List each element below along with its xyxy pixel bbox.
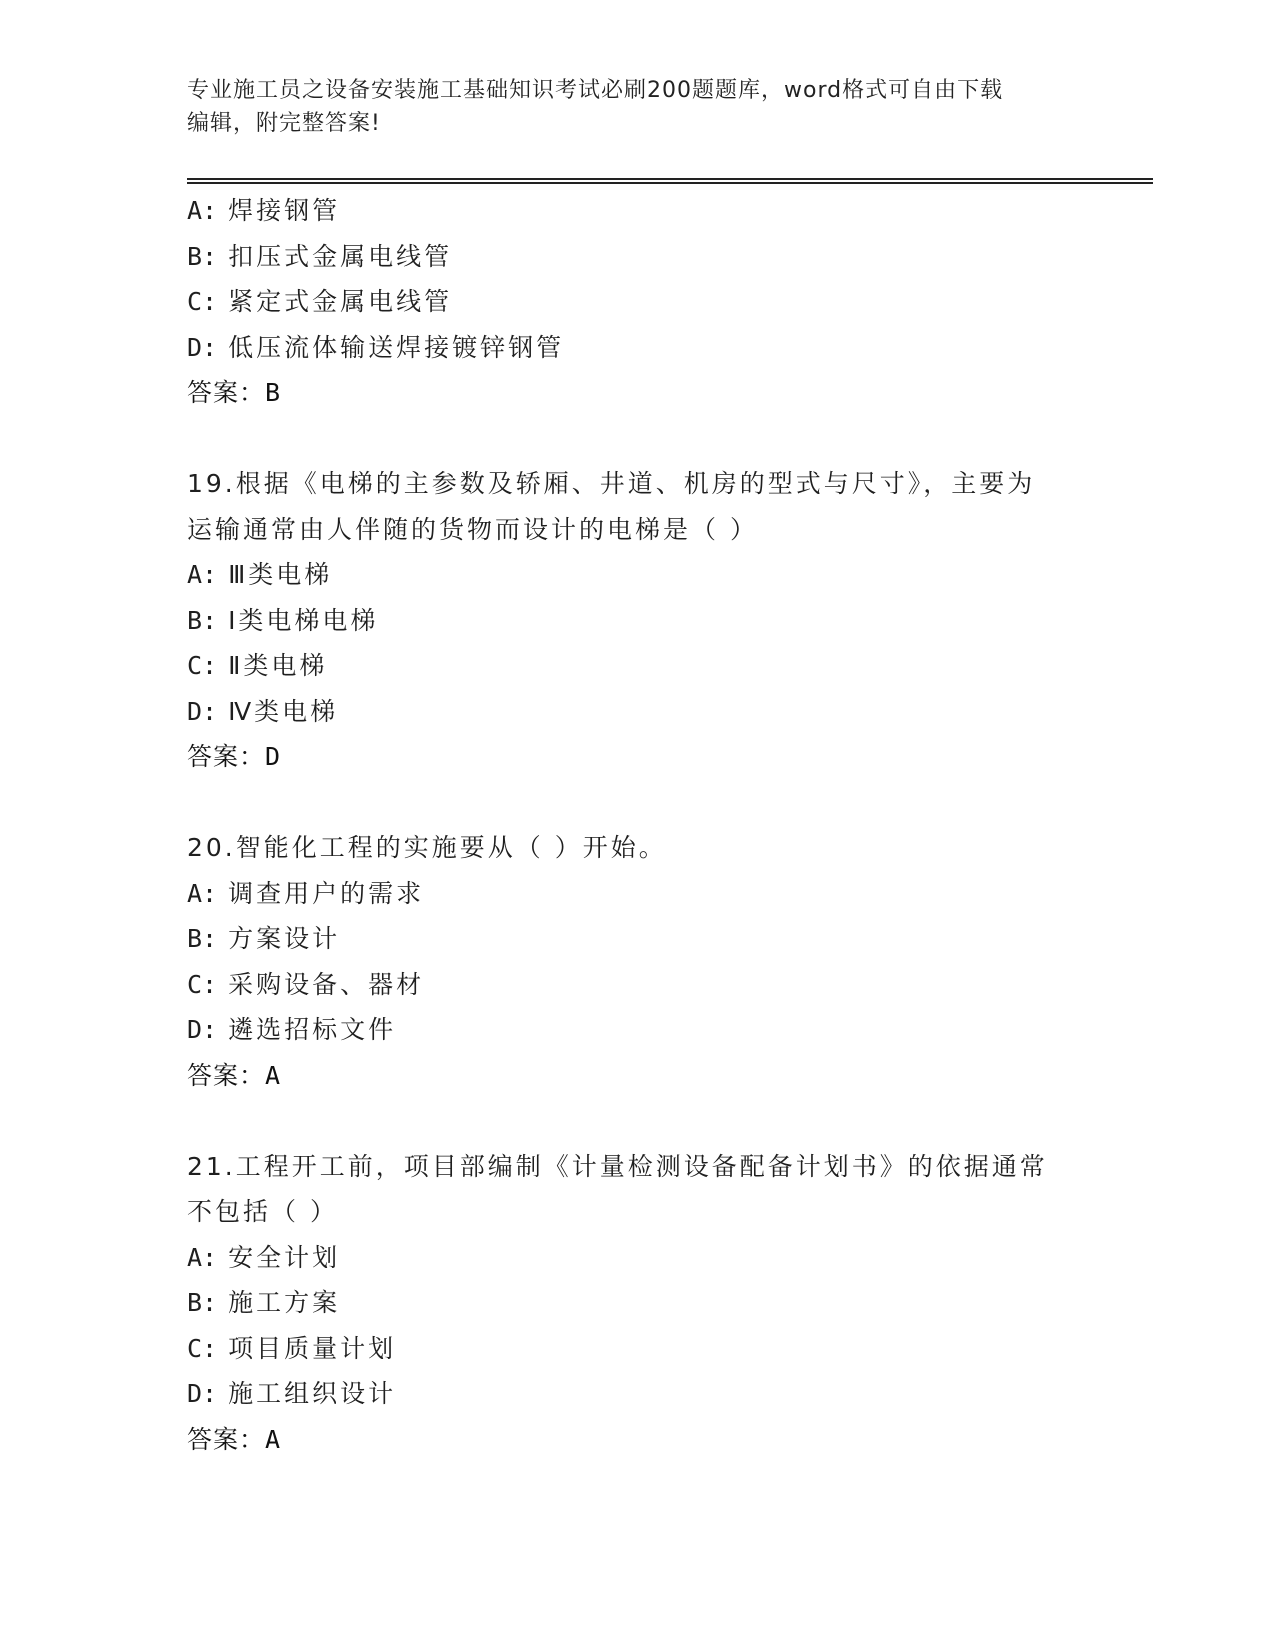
option-letter: D:: [187, 1015, 218, 1044]
answer-value: B: [265, 378, 282, 407]
option-text: 遴选招标文件: [228, 1015, 397, 1044]
option-letter: A:: [187, 196, 218, 225]
question-text-line-2: 运输通常由人伴随的货物而设计的电梯是（ ）: [187, 514, 758, 544]
option-letter: A:: [187, 878, 218, 908]
question-block-21: [187, 1144, 1087, 1463]
question-text-line-1: 19.根据《电梯的主参数及轿厢、井道、机房的型式与尺寸》，主要为: [187, 469, 1036, 498]
option-d: [187, 689, 1087, 735]
option-text: 扣压式金属电线管: [228, 241, 453, 271]
answer-value: D: [265, 742, 282, 771]
question-block-18: [187, 188, 1087, 416]
option-b: [187, 598, 1087, 644]
question-text-line-1: 21.工程开工前，项目部编制《计量检测设备配备计划书》的依据通常: [187, 1151, 1048, 1181]
option-letter: B:: [187, 924, 218, 953]
option-d: [187, 1371, 1087, 1417]
option-letter: B:: [187, 1288, 218, 1317]
answer-value: A: [265, 1060, 282, 1090]
spacer: [187, 780, 1087, 826]
option-text: 施工方案: [228, 1288, 341, 1317]
option-d: [187, 1007, 1087, 1053]
option-text: 采购设备、器材: [228, 969, 425, 999]
option-a: [187, 552, 1087, 598]
answer-label: 答案：: [187, 378, 266, 407]
option-text: 项目质量计划: [228, 1333, 397, 1363]
option-letter: D:: [187, 696, 218, 726]
answer-line: [187, 1053, 1087, 1099]
option-d: [187, 325, 1087, 371]
option-letter: C:: [187, 1333, 218, 1363]
option-text: Ⅱ类电梯: [228, 651, 328, 680]
answer-value: A: [265, 1424, 282, 1454]
option-text: 方案设计: [228, 924, 341, 953]
option-letter: C:: [187, 287, 218, 316]
question-block-20: [187, 825, 1087, 1098]
option-letter: C:: [187, 969, 218, 999]
document-header: [187, 74, 1067, 140]
option-letter: D:: [187, 332, 218, 362]
answer-label: 答案：: [187, 742, 266, 771]
header-title-line-1: 专业施工员之设备安装施工基础知识考试必刷200题题库，word格式可自由下载: [187, 78, 1004, 103]
option-b: [187, 234, 1087, 280]
option-text: Ⅳ类电梯: [228, 696, 339, 726]
option-letter: C:: [187, 651, 218, 680]
question-text-line-2: 不包括（ ）: [187, 1197, 338, 1226]
answer-line: [187, 1417, 1087, 1463]
option-text: 低压流体输送焊接镀锌钢管: [228, 332, 565, 362]
option-b: [187, 916, 1087, 962]
option-letter: A:: [187, 1242, 218, 1272]
header-title-line-2: 编辑，附完整答案!: [187, 111, 381, 136]
spacer: [187, 1098, 1087, 1144]
option-c: [187, 643, 1087, 689]
option-c: [187, 279, 1087, 325]
option-c: [187, 1326, 1087, 1372]
answer-line: [187, 370, 1087, 416]
option-text: 调查用户的需求: [228, 878, 425, 908]
option-text: Ⅲ类电梯: [228, 560, 333, 589]
question-block-19: [187, 461, 1087, 780]
header-divider-top: [187, 178, 1153, 180]
option-a: [187, 871, 1087, 917]
spacer: [187, 416, 1087, 462]
option-letter: D:: [187, 1379, 218, 1408]
option-b: [187, 1280, 1087, 1326]
option-text: 安全计划: [228, 1242, 341, 1272]
question-text-line-1: 20.智能化工程的实施要从（ ）开始。: [187, 833, 667, 862]
option-a: [187, 188, 1087, 234]
answer-label: 答案：: [187, 1424, 266, 1454]
option-text: 施工组织设计: [228, 1379, 397, 1408]
question-list: [187, 188, 1087, 1462]
option-letter: A:: [187, 560, 218, 589]
option-c: [187, 962, 1087, 1008]
option-text: Ⅰ类电梯电梯: [228, 605, 379, 635]
option-a: [187, 1235, 1087, 1281]
answer-line: [187, 734, 1087, 780]
answer-label: 答案：: [187, 1060, 266, 1090]
header-divider-bottom: [187, 182, 1153, 184]
option-letter: B:: [187, 241, 218, 271]
option-text: 紧定式金属电线管: [228, 287, 453, 316]
option-letter: B:: [187, 605, 218, 635]
option-text: 焊接钢管: [228, 196, 341, 225]
